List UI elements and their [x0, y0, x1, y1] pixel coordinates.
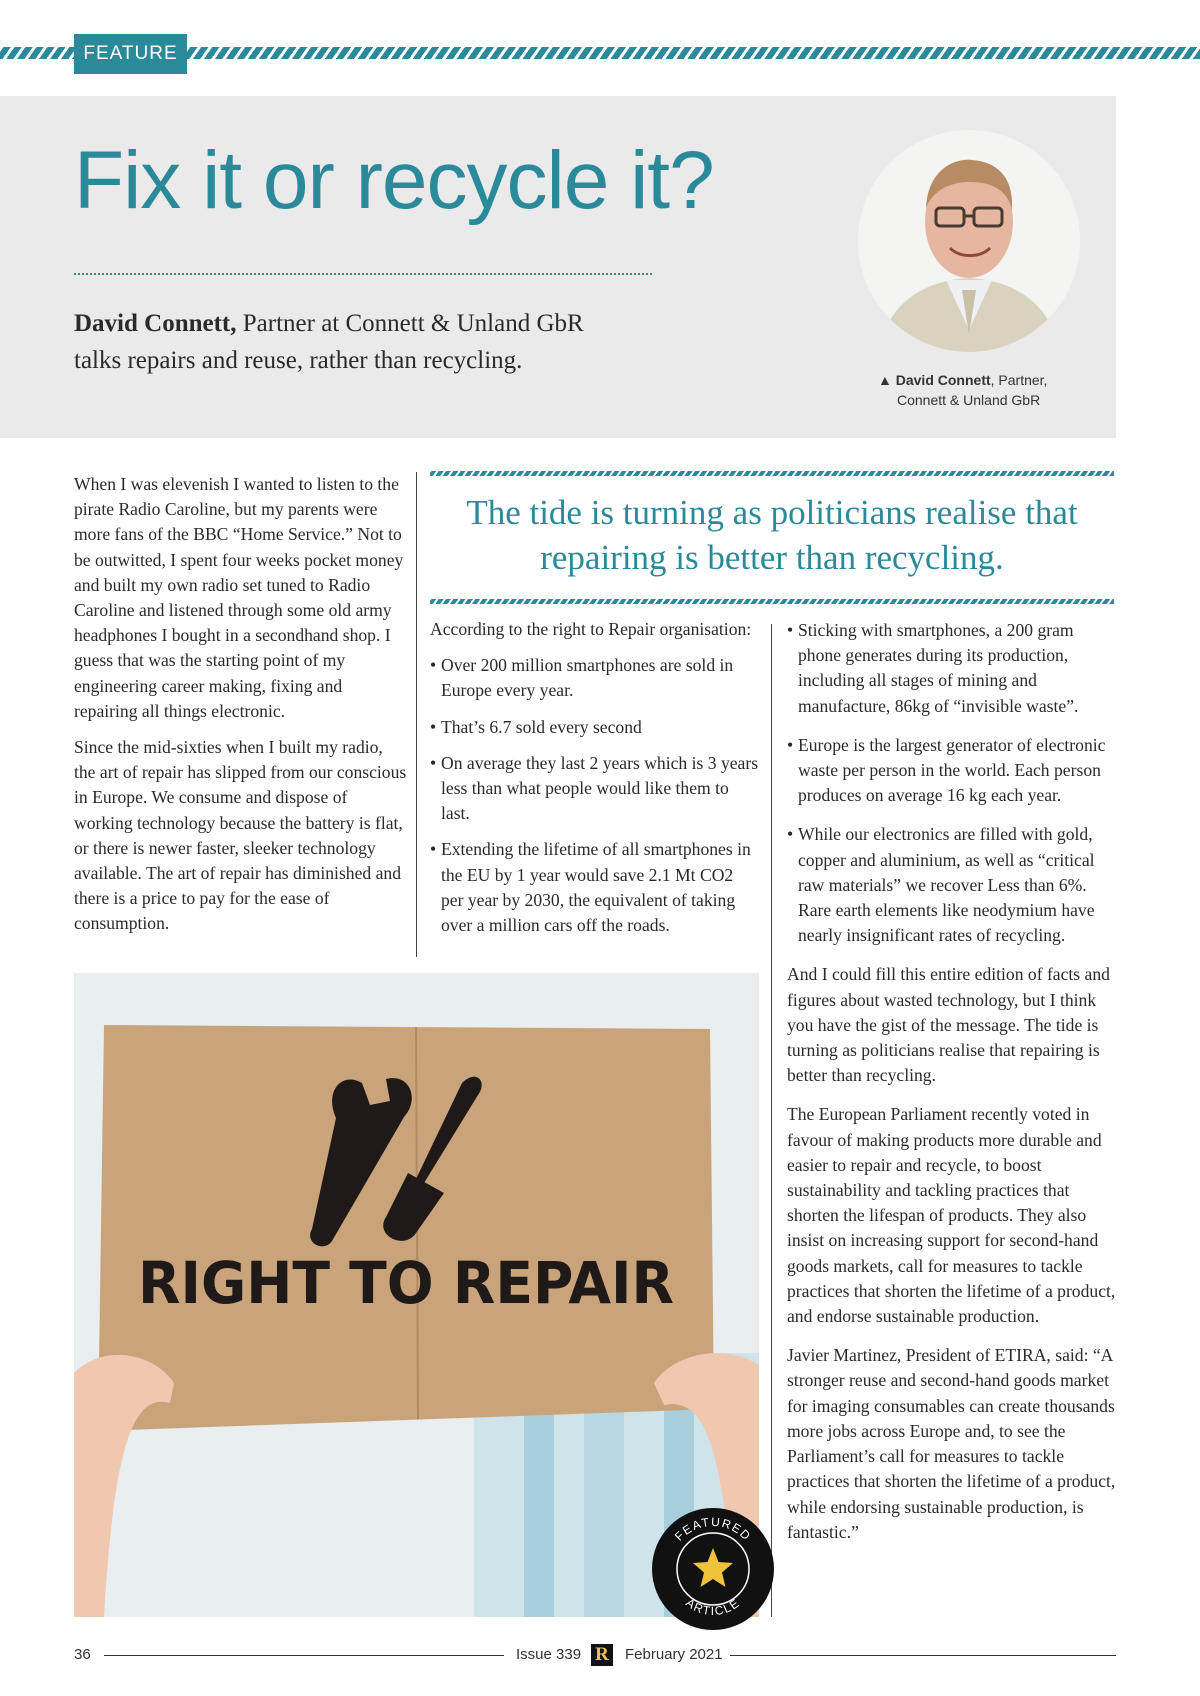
magazine-logo: R: [591, 1644, 613, 1666]
author-role: Partner at Connett & Unland GbR: [236, 310, 584, 337]
body-paragraph: When I was elevenish I wanted to listen to the pirate Radio Caroline, but my parents were more fans of the BBC “Home Service.” Not to be outwitted, I spent four weeks pocket money and built my own radio set tuned to Radio Caroline and listened through some old army headphones I bought in a secondhand shop. I guess that was the starting point of my engineering career making, fixing and repairing all things electronic.: [74, 474, 404, 721]
caption-triangle-icon: ▲: [878, 372, 896, 388]
footer-rule-left: [104, 1655, 504, 1656]
column-divider: [416, 472, 417, 957]
issue-number: Issue 339: [516, 1646, 582, 1663]
facts-list: [787, 618, 1117, 948]
author-name: David Connett,: [74, 310, 237, 337]
list-item: • While our electronics are filled with gold, copper and aluminium, as well as “critical raw materials” we recover Less than 6%. Rare earth elements like neodymium have nearly insignificant rates of recycling.: [787, 822, 1117, 948]
bullets-lead: According to the right to Repair organisation:: [430, 619, 752, 639]
left-column: [74, 472, 408, 948]
pull-quote: The tide is turning as politicians realise that repairing is better than recycling.: [466, 493, 1078, 577]
body-paragraph: Since the mid-sixties when I built my radio, the art of repair has slipped from our conscious in Europe. We consume and dispose of working technology because the battery is flat, or there is newer faster, sleeker technology available. The art of repair has diminished and there is a price to pay for the ease of consumption.: [74, 737, 407, 934]
body-paragraph: The European Parliament recently voted in favour of making products more durable and easier to repair and recycle, to boost sustainability and tackling practices that shorten the lifespan of products. They also insist on increasing support for second-hand goods markets, call for measures to tackle practices that shorten the lifetime of a product, and endorse sustainable production.: [787, 1104, 1116, 1327]
caption-role: , Partner,: [990, 372, 1048, 388]
pull-quote-top-rule: [430, 471, 1114, 476]
list-item: • On average they last 2 years which is 3 years less than what people would like them to last.: [430, 751, 760, 827]
pull-quote-bottom-rule: [430, 599, 1114, 604]
sign-text: RIGHT TO REPAIR: [138, 1249, 674, 1317]
portrait-illustration: [858, 130, 1080, 352]
body-paragraph: Javier Martinez, President of ETIRA, said: “A stronger reuse and second-hand goods market for imaging consumables can create thousands more jobs across Europe and, to see the Parliament’s call for measures to tackle practices that shorten the lifetime of a product, while endorsing sustainable production, is fantastic.”: [787, 1345, 1116, 1542]
list-item: • Sticking with smartphones, a 200 gram phone generates during its production, including all stages of mining and manufacture, 86kg of “invisible waste”.: [787, 618, 1117, 719]
article-title: Fix it or recycle it?: [74, 135, 714, 226]
column-divider: [771, 624, 772, 1617]
badge-bottom-text: ARTICLE: [683, 1595, 743, 1619]
title-divider: [74, 273, 652, 275]
body-paragraph: And I could fill this entire edition of facts and figures about wasted technology, but I think you have the gist of the message. The tide is turning as politicians realise that repairing is better than recycling.: [787, 964, 1110, 1086]
list-item: • That’s 6.7 sold every second: [430, 715, 760, 740]
caption-company: Connett & Unland GbR: [897, 392, 1041, 408]
article-intro: [74, 305, 694, 379]
list-item: • Europe is the largest generator of electronic waste per person in the world. Each person produces on average 16 kg each year.: [787, 733, 1117, 809]
middle-column: [430, 617, 760, 949]
list-item: • Extending the lifetime of all smartphones in the EU by 1 year would save 2.1 Mt CO2 per year by 2030, the equivalent of taking over a million cars off the roads.: [430, 837, 760, 938]
portrait-caption: [878, 370, 1078, 410]
intro-rest: talks repairs and reuse, rather than recycling.: [74, 347, 523, 374]
star-icon: [693, 1548, 733, 1587]
featured-article-badge: [652, 1508, 774, 1630]
section-tag: FEATURE: [74, 34, 187, 74]
right-column: [787, 618, 1117, 1559]
footer-rule-right: [730, 1655, 1116, 1656]
issue-date: February 2021: [625, 1646, 723, 1663]
stats-list: [430, 653, 760, 938]
badge-graphic: [652, 1508, 774, 1630]
badge-top-text: FEATURED: [671, 1514, 755, 1544]
author-portrait: [858, 130, 1080, 352]
page-number: 36: [74, 1646, 91, 1663]
caption-name: David Connett: [895, 372, 991, 388]
list-item: • Over 200 million smartphones are sold in Europe every year.: [430, 653, 760, 703]
